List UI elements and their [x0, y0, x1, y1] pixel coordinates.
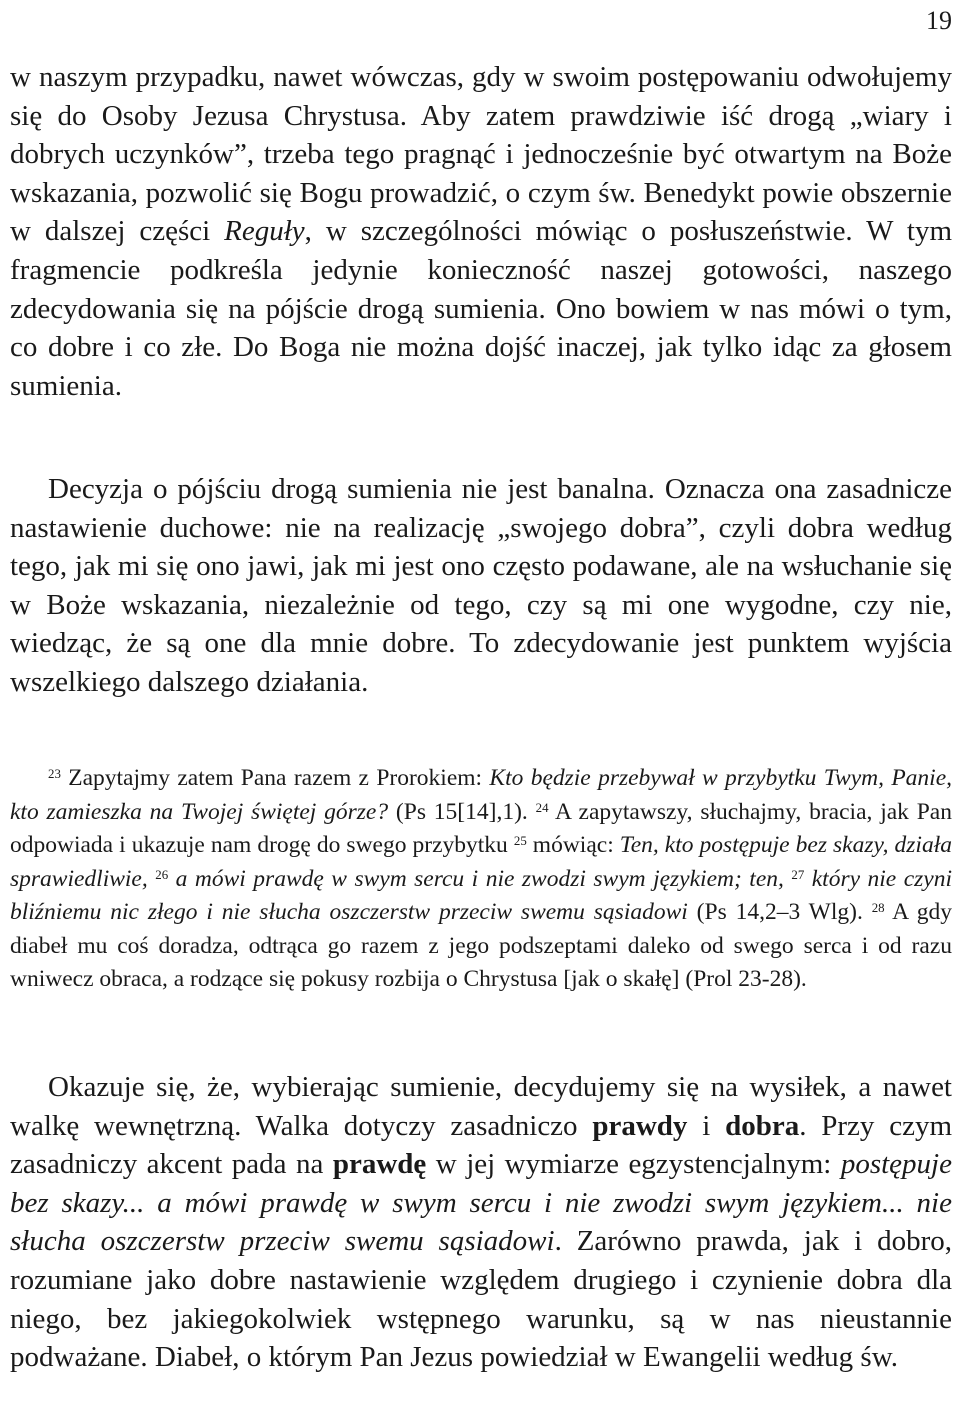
page-number: 19	[926, 6, 952, 35]
quote-text-5: (Ps 14,2–3 Wlg).	[687, 899, 872, 925]
quote-text-1: Zapytajmy zatem Pana razem z Prorokiem:	[60, 765, 490, 791]
paragraph-1	[10, 58, 952, 405]
rule-quote	[10, 762, 952, 997]
verse-number-28: 28	[871, 899, 885, 915]
quote-italic-4: który nie czyni bliźniemu nic złego i nie słucha oszczerstw przeciw swemu sąsiadowi	[10, 865, 953, 925]
verse-number-27: 27	[791, 866, 805, 882]
verse-number-25: 25	[513, 832, 527, 848]
quote-italic-2: Ten, kto postępuje bez skazy, działa sprawiedliwie,	[10, 832, 952, 892]
paragraph-2-text: Decyzja o pójściu drogą sumienia nie jest banalna. Oznacza ona zasadnicze nastawienie duchowe: nie na realizację „swojego dobra”, czyli dobra według tego, jak mi się ono jawi, jak mi jest ono często podawane, ale na wsłuchanie się w Boże wskazania, niezależnie od tego, czy są mi one wygodne, czy nie, wiedząc, że są one dla mnie dobre. To zdecydowanie jest punktem wyjścia wszelkiego dalszego działania.	[10, 473, 952, 698]
paragraph-3-text-c: . Przy czym zasadniczy akcent pada na	[10, 1109, 953, 1181]
bold-prawdy: prawdy	[592, 1109, 688, 1142]
verse-number-26: 26	[155, 866, 169, 882]
quote-text-2: (Ps 15[14],1).	[388, 798, 536, 825]
paragraph-3-text-b: i	[687, 1109, 726, 1142]
quote-italic-1: Kto będzie przebywał w przybytku Twym, Panie, kto zamieszka na Twojej świętej górze?	[10, 765, 953, 825]
quote-text-4: mówiąc:	[526, 832, 620, 858]
paragraph-1-italic-title: Reguły	[224, 215, 305, 248]
verse-number-24: 24	[535, 799, 549, 815]
quote-italic-3: a mówi prawdę w swym sercu i nie zwodzi swym językiem; ten,	[168, 865, 792, 892]
paragraph-1-text-b: , w szczególności mówiąc o posłuszeństwie. W tym fragmencie podkreśla jedynie konieczność naszej gotowości, naszego zdecydowania się na pójście drogą sumienia. Ono bowiem w nas mówi o tym, co dobre i co złe. Do Boga nie można dojść inaczej, jak tylko idąc za głosem sumienia.	[10, 215, 952, 402]
paragraph-3-text-e: . Zarówno prawda, jak i dobro, rozumiane jako dobre nastawienie względem drugiego i czynienie dobra dla niego, bez jakiegokolwiek wstępnego warunku, są w nas nieustannie podważane. Diabeł, o którym Pan Jezus powiedział w Ewangelii według św.	[10, 1225, 952, 1374]
paragraph-3-text-d: w jej wymiarze egzystencjalnym:	[426, 1148, 841, 1181]
paragraph-3-text-a: Okazuje się, że, wybierając sumienie, decydujemy się na wysiłek, a nawet walkę wewnętrzną. Walka dotyczy zasadniczo	[10, 1071, 952, 1142]
paragraph-2	[10, 470, 952, 702]
bold-dobra: dobra	[725, 1109, 800, 1142]
paragraph-3-italic-quote: postępuje bez skazy... a mówi prawdę w swym sercu i nie zwodzi swym językiem... nie słucha oszczerstw przeciw swemu sąsiadowi	[10, 1148, 952, 1258]
paragraph-3	[10, 1068, 952, 1377]
verse-number-23: 23	[48, 765, 61, 781]
paragraph-1-text-a: w naszym przypadku, nawet wówczas, gdy w swoim postępowaniu odwołujemy się do Osoby Jezusa Chrystusa. Aby zatem prawdziwie iść drogą „wiary i dobrych uczynków”, trzeba tego pragnąć i jednocześnie być otwartym na Boże wskazania, pozwolić się Bogu prowadzić, o czym św. Benedykt powie obszernie w dalszej części	[10, 61, 952, 248]
bold-prawde: prawdę	[332, 1148, 427, 1181]
quote-text-3: A zapytawszy, słuchajmy, bracia, jak Pan odpowiada i ukazuje nam drogę do swego przybytku	[10, 798, 952, 858]
quote-text-6: A gdy diabeł mu coś doradza, odtrąca go razem z jego podszeptami daleko od swego serca i od razu wniwecz obraca, a rodzące się pokusy rozbija o Chrystusa [jak o skałę] (Prol 23-28).	[10, 899, 952, 992]
